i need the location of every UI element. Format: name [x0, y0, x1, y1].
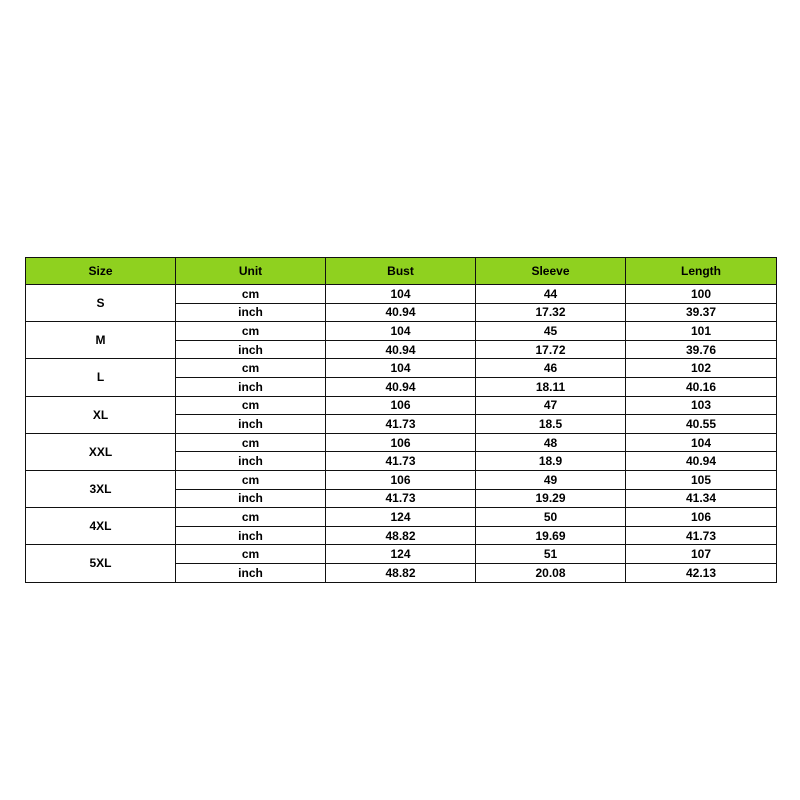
unit-inch: inch [176, 563, 326, 582]
unit-inch: inch [176, 415, 326, 434]
sleeve-inch-cell: 20.08 [476, 563, 626, 582]
sleeve-inch-cell: 19.69 [476, 526, 626, 545]
length-cm-cell: 106 [626, 508, 777, 527]
length-cm-cell: 104 [626, 433, 777, 452]
sleeve-cm-cell: 50 [476, 508, 626, 527]
sleeve-inch-cell: 19.29 [476, 489, 626, 508]
unit-inch: inch [176, 377, 326, 396]
length-inch-cell: 40.55 [626, 415, 777, 434]
bust-cm-cell: 104 [326, 359, 476, 378]
table-row [26, 433, 777, 452]
length-inch-cell: 39.76 [626, 340, 777, 359]
table-row [26, 322, 777, 341]
length-inch-cell: 40.16 [626, 377, 777, 396]
length-cm-cell: 107 [626, 545, 777, 564]
table-row [26, 470, 777, 489]
size-label: M [26, 322, 176, 359]
size-label: 5XL [26, 545, 176, 582]
sleeve-inch-cell: 17.72 [476, 340, 626, 359]
size-label: XXL [26, 433, 176, 470]
bust-inch-cell: 48.82 [326, 526, 476, 545]
size-chart-table [25, 257, 777, 583]
unit-cm: cm [176, 322, 326, 341]
sleeve-inch-cell: 18.9 [476, 452, 626, 471]
sleeve-cm-cell: 48 [476, 433, 626, 452]
bust-inch-cell: 41.73 [326, 452, 476, 471]
length-inch-cell: 41.34 [626, 489, 777, 508]
unit-cm: cm [176, 470, 326, 489]
length-cm-cell: 100 [626, 285, 777, 304]
length-inch-cell: 42.13 [626, 563, 777, 582]
bust-cm-cell: 106 [326, 470, 476, 489]
sleeve-inch-cell: 17.32 [476, 303, 626, 322]
unit-cm: cm [176, 396, 326, 415]
bust-inch-cell: 40.94 [326, 303, 476, 322]
bust-inch-cell: 40.94 [326, 377, 476, 396]
sleeve-cm-cell: 51 [476, 545, 626, 564]
unit-inch: inch [176, 526, 326, 545]
unit-inch: inch [176, 340, 326, 359]
bust-cm-cell: 104 [326, 285, 476, 304]
bust-inch-cell: 41.73 [326, 415, 476, 434]
bust-inch-cell: 48.82 [326, 563, 476, 582]
size-label: XL [26, 396, 176, 433]
table-row [26, 545, 777, 564]
table-row [26, 396, 777, 415]
bust-inch-cell: 41.73 [326, 489, 476, 508]
sleeve-cm-cell: 46 [476, 359, 626, 378]
sleeve-cm-cell: 47 [476, 396, 626, 415]
length-cm-cell: 103 [626, 396, 777, 415]
size-label: L [26, 359, 176, 396]
header-sleeve: Sleeve [476, 258, 626, 285]
sleeve-inch-cell: 18.11 [476, 377, 626, 396]
table-row [26, 508, 777, 527]
header-row [26, 258, 777, 285]
header-length: Length [626, 258, 777, 285]
unit-cm: cm [176, 359, 326, 378]
unit-cm: cm [176, 508, 326, 527]
size-label: 3XL [26, 470, 176, 507]
sleeve-cm-cell: 45 [476, 322, 626, 341]
header-unit: Unit [176, 258, 326, 285]
sleeve-cm-cell: 44 [476, 285, 626, 304]
unit-cm: cm [176, 545, 326, 564]
bust-cm-cell: 124 [326, 508, 476, 527]
bust-cm-cell: 104 [326, 322, 476, 341]
size-label: S [26, 285, 176, 322]
header-size: Size [26, 258, 176, 285]
length-inch-cell: 41.73 [626, 526, 777, 545]
unit-cm: cm [176, 433, 326, 452]
length-cm-cell: 101 [626, 322, 777, 341]
unit-cm: cm [176, 285, 326, 304]
size-label: 4XL [26, 508, 176, 545]
table-row [26, 285, 777, 304]
sleeve-inch-cell: 18.5 [476, 415, 626, 434]
bust-cm-cell: 106 [326, 396, 476, 415]
bust-cm-cell: 106 [326, 433, 476, 452]
length-cm-cell: 105 [626, 470, 777, 489]
unit-inch: inch [176, 452, 326, 471]
table-body [26, 285, 777, 583]
bust-cm-cell: 124 [326, 545, 476, 564]
sleeve-cm-cell: 49 [476, 470, 626, 489]
length-inch-cell: 40.94 [626, 452, 777, 471]
unit-inch: inch [176, 489, 326, 508]
unit-inch: inch [176, 303, 326, 322]
length-inch-cell: 39.37 [626, 303, 777, 322]
header-bust: Bust [326, 258, 476, 285]
length-cm-cell: 102 [626, 359, 777, 378]
bust-inch-cell: 40.94 [326, 340, 476, 359]
table-row [26, 359, 777, 378]
